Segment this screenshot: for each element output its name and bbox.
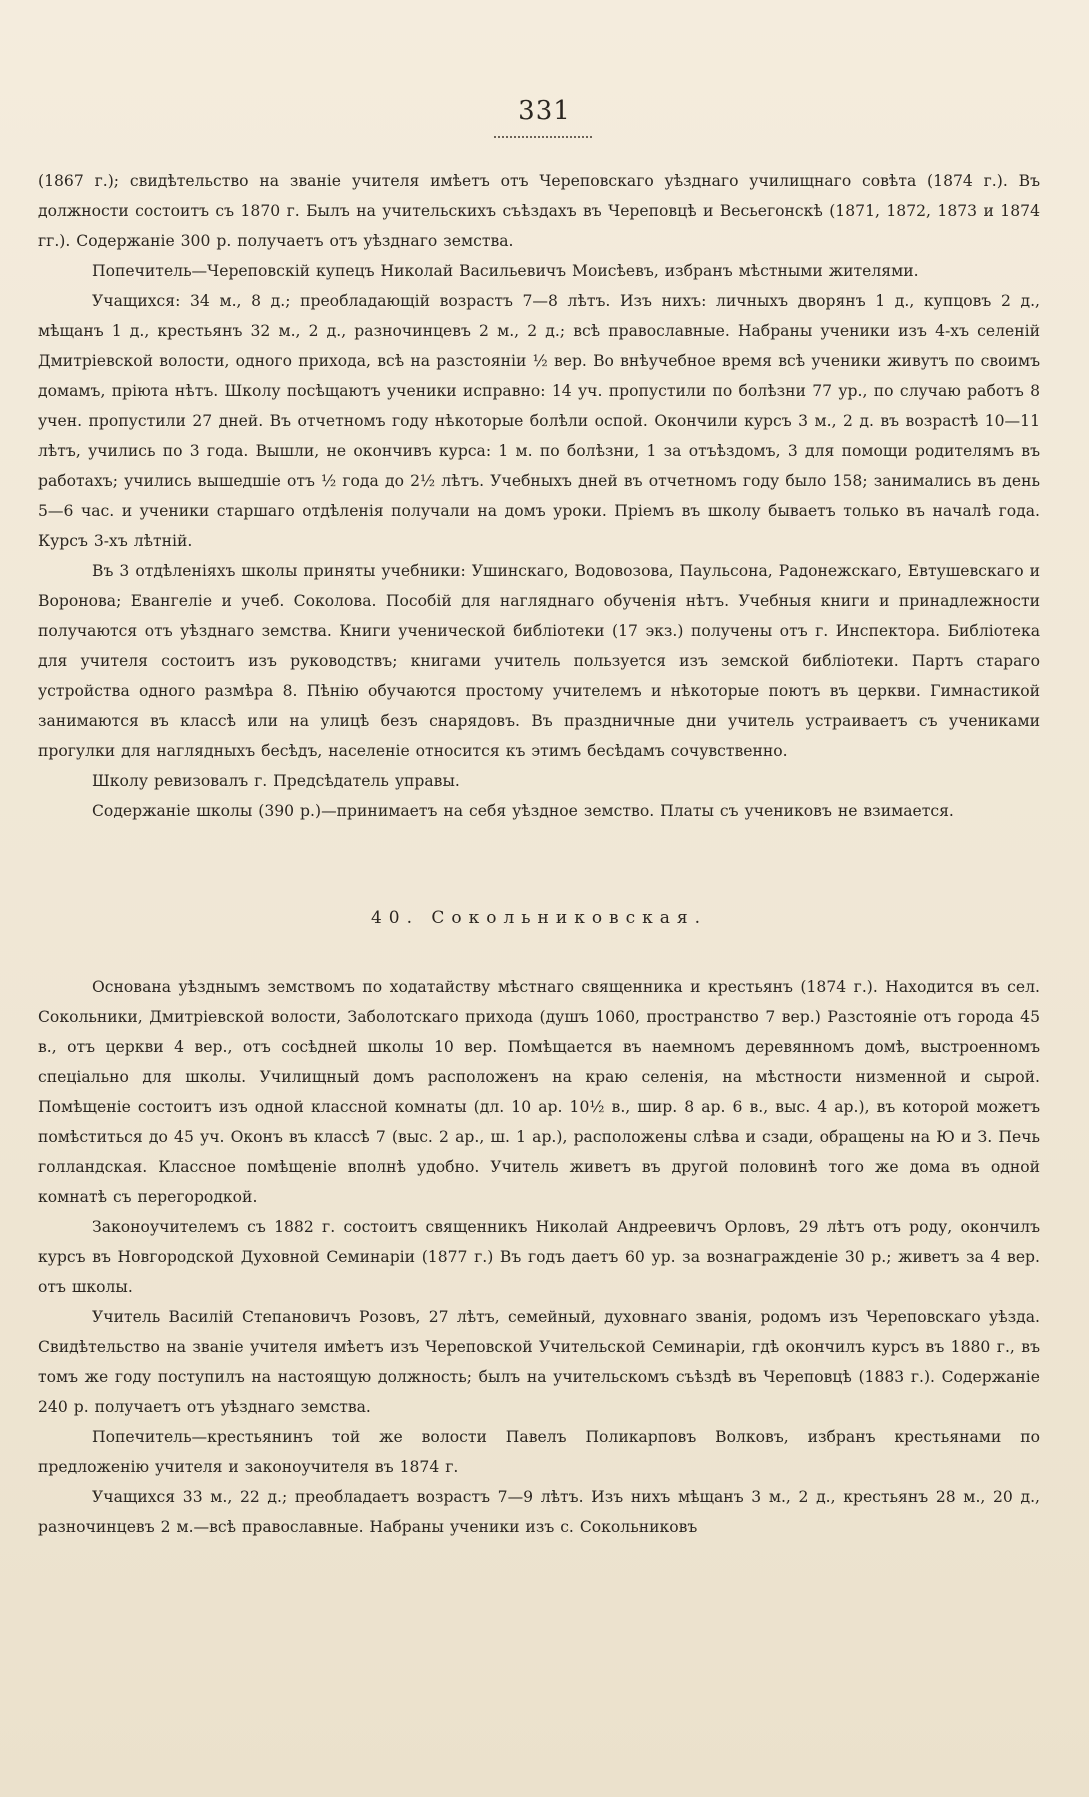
heading-spacer [38, 928, 1040, 972]
paragraph-inspection: Школу ревизовалъ г. Предсѣдатель управы. [92, 772, 460, 790]
paragraph-school-founding: Основана уѣзднымъ земствомъ по ходатайству мѣстнаго священника и крестьянъ (1874 г.). Находится въ сел. Сокольники, Дмитріевской волости, Заболотскаго прихода (душъ 1060, пространство 7 вер.) Разстояніе отъ города 45 в., отъ церкви 4 вер., отъ сосѣдней школы 10 вер. Помѣщается въ наемномъ деревянномъ домѣ, выстроенномъ спеціально для школы. Училищный домъ расположенъ на краю селенія, на мѣстности низменной и сырой. Помѣщеніе состоитъ изъ одной классной комнаты (дл. 10 ар. 10½ в., шир. 8 ар. 6 в., выс. 4 ар.), въ которой можетъ помѣститься до 45 уч. Оконъ въ классѣ 7 (выс. 2 ар., ш. 1 ар.), расположены слѣва и сзади, обращены на Ю и З. Печь голландская. Классное помѣщеніе вполнѣ удобно. Учитель живетъ въ другой половинѣ того же дома въ одной комнатѣ съ перегородкой. [38, 978, 1040, 1206]
paragraph-trustee: Попечитель—Череповскій купецъ Николай Васильевичъ Моисѣевъ, избранъ мѣстными жителями. [92, 262, 919, 280]
paragraph-religion-teacher: Законоучителемъ съ 1882 г. состоитъ священникъ Николай Андреевичъ Орловъ, 29 лѣтъ отъ роду, окончилъ курсъ въ Новгородской Духовной Семинаріи (1877 г.) Въ годъ даетъ 60 ур. за вознагражденіе 30 р.; живетъ за 4 вер. отъ школы. [38, 1218, 1040, 1296]
paragraph-funding: Содержаніе школы (390 р.)—принимаетъ на себя уѣздное земство. Платы съ учениковъ не взимается. [92, 802, 954, 820]
paragraph-students: Учащихся: 34 м., 8 д.; преобладающій возрастъ 7—8 лѣтъ. Изъ нихъ: личныхъ дворянъ 1 д., купцовъ 2 д., мѣщанъ 1 д., крестьянъ 32 м., 2 д., разночинцевъ 2 м., 2 д.; всѣ православные. Набраны ученики изъ 4-хъ селеній Дмитріевской волости, одного прихода, всѣ на разстояніи ½ вер. Во внѣучебное время всѣ ученики живутъ по своимъ домамъ, пріюта нѣтъ. Школу посѣщаютъ ученики исправно: 14 уч. пропустили по болѣзни 77 ур., по случаю работъ 8 учен. пропустили 27 дней. Въ отчетномъ году нѣкоторые болѣли оспой. Окончили курсъ 3 м., 2 д. въ возрастѣ 10—11 лѣтъ, учились по 3 года. Вышли, не окончивъ курса: 1 м. по болѣзни, 1 за отъѣздомъ, 3 для помощи родителямъ въ работахъ; учились вышедшіе отъ ½ года до 2½ лѣтъ. Учебныхъ дней въ отчетномъ году было 158; занимались въ день 5—6 час. и ученики старшаго отдѣленія получали на домъ уроки. Пріемъ въ школу бываетъ только въ началѣ года. Курсъ 3-хъ лѣтній. [38, 292, 1040, 550]
paragraph-trustee-2: Попечитель—крестьянинъ той же волости Павелъ Поликарповъ Волковъ, избранъ крестьянами по предложенію учителя и законоучителя въ 1874 г. [38, 1428, 1040, 1476]
paragraph-textbooks: Въ 3 отдѣленіяхъ школы приняты учебники: Ушинскаго, Водовозова, Паульсона, Радонежскаго, Евтушевскаго и Воронова; Евангеліе и учеб. Соколова. Пособій для нагляднаго обученія нѣтъ. Учебныя книги и принадлежности получаются отъ уѣзднаго земства. Книги ученической библіотеки (17 экз.) получены отъ г. Инспектора. Библіотека для учителя состоитъ изъ руководствъ; книгами учитель пользуется изъ земской библіотеки. Партъ стараго устройства одного размѣра 8. Пѣнію обучаются простому учителемъ и нѣкоторые поютъ въ церкви. Гимнастикой занимаются въ классѣ или на улицѣ безъ снарядовъ. Въ праздничные дни учитель устраиваетъ съ учениками прогулки для наглядныхъ бесѣдъ, населеніе относится къ этимъ бесѣдамъ сочувственно. [38, 562, 1040, 760]
paragraph-teacher: Учитель Василій Степановичъ Розовъ, 27 лѣтъ, семейный, духовнаго званія, родомъ изъ Череповскаго уѣзда. Свидѣтельство на званіе учителя имѣетъ изъ Череповской Учительской Семинаріи, гдѣ окончилъ курсъ въ 1880 г., въ томъ же году поступилъ на настоящую должность; былъ на учительскомъ съѣздѣ въ Череповцѣ (1883 г.). Содержаніе 240 р. получаетъ отъ уѣзднаго земства. [38, 1308, 1040, 1416]
paragraph-students-2: Учащихся 33 м., 22 д.; преобладаетъ возрастъ 7—9 лѣтъ. Изъ нихъ мѣщанъ 3 м., 2 д., крестьянъ 28 м., 20 д., разночинцевъ 2 м.—всѣ православные. Набраны ученики изъ с. Сокольниковъ [38, 1488, 1040, 1536]
section-heading: 40. Сокольниковская. [370, 908, 708, 928]
section-spacer [38, 826, 1040, 908]
paragraph-teacher-credentials: (1867 г.); свидѣтельство на званіе учителя имѣетъ отъ Череповскаго уѣзднаго училищнаго совѣта (1874 г.). Въ должности состоитъ съ 1870 г. Былъ на учительскихъ съѣздахъ въ Череповцѣ и Весьегонскѣ (1871, 1872, 1873 и 1874 гг.). Содержаніе 300 р. получаетъ отъ уѣзднаго земства. [38, 172, 1040, 250]
page-number: 331 [518, 96, 571, 126]
page-body [38, 166, 1040, 1542]
page-number-ornament [494, 130, 592, 138]
